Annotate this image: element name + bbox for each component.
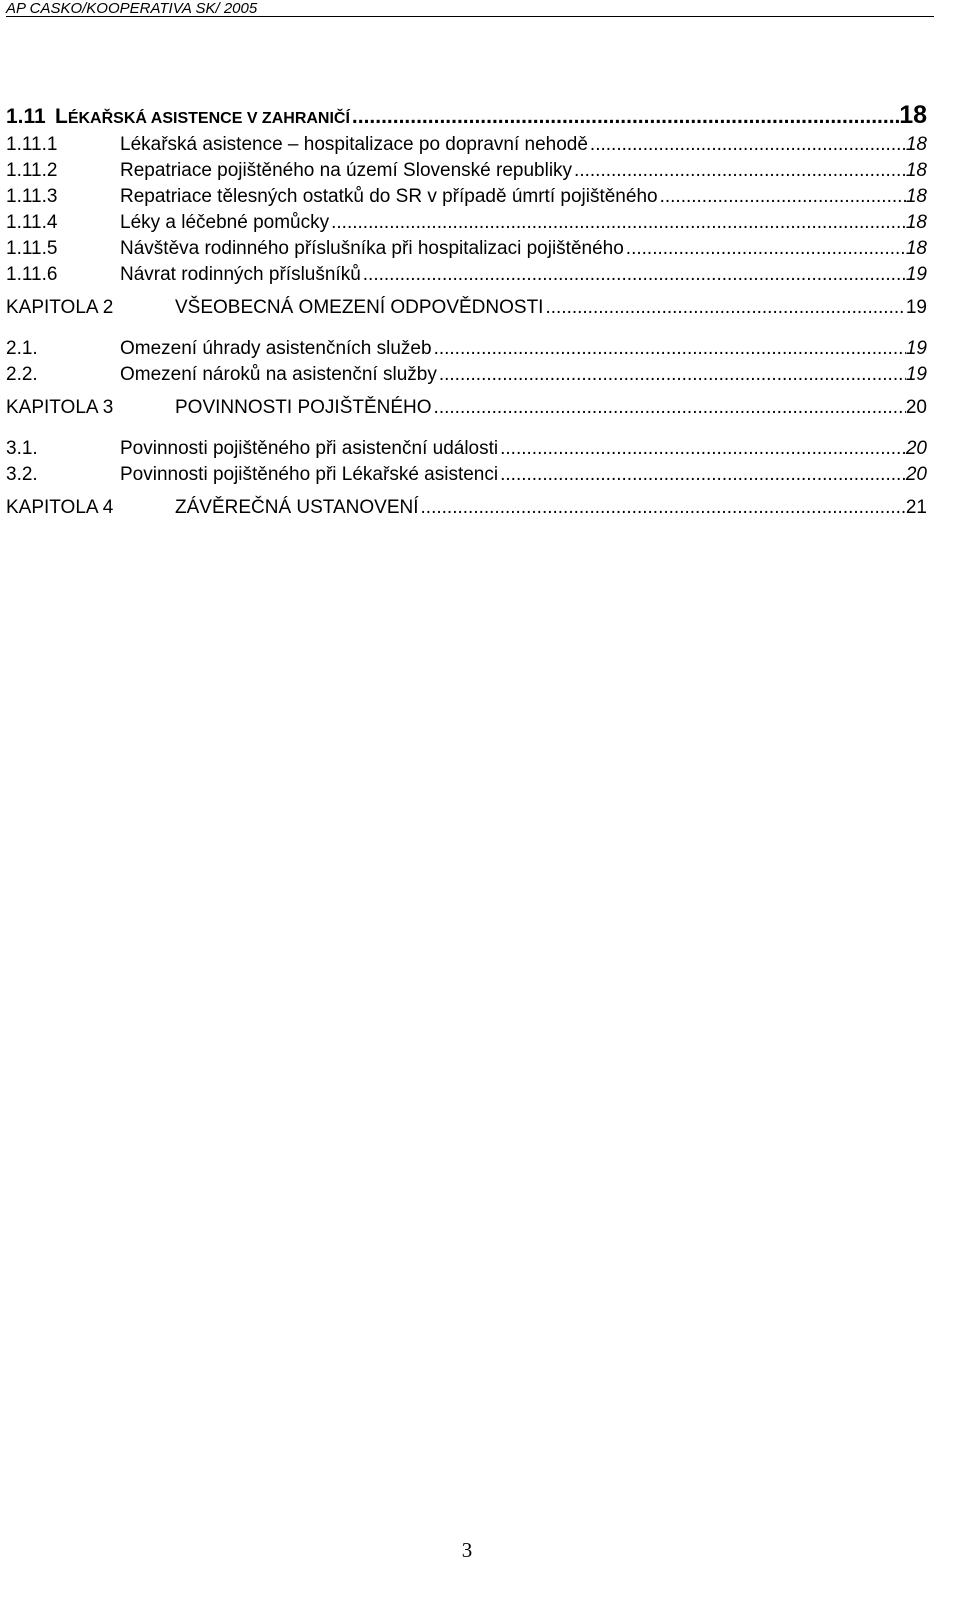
toc-page-number: 18 [905, 238, 927, 259]
toc-chapter-label: KAPITOLA 2 [6, 297, 114, 318]
toc-leader [432, 392, 906, 424]
toc-page-number: 19 [905, 338, 927, 359]
toc-title: Léky a léčebné pomůcky [120, 212, 330, 233]
toc-page-number: 19 [905, 364, 927, 385]
toc-entry-2-2[interactable] [6, 362, 927, 388]
toc-leader [543, 292, 905, 324]
toc-page-number: 19 [905, 297, 927, 318]
toc-number: 1.11.4 [6, 212, 58, 233]
toc-page-number: 20 [905, 464, 927, 485]
toc-chapter-3[interactable] [6, 392, 927, 424]
toc-leader [329, 210, 906, 236]
toc-number: 3.1. [6, 438, 38, 459]
toc-leader [419, 492, 906, 524]
toc-entry-1-11-1[interactable] [6, 132, 927, 158]
toc-title: ZÁVĚREČNÁ USTANOVENÍ [175, 497, 419, 518]
toc-leader [588, 132, 906, 158]
toc-section-1-11[interactable] [6, 99, 927, 132]
toc-leader [498, 436, 906, 462]
toc-page-number: 20 [905, 438, 927, 459]
toc-entry-2-1[interactable] [6, 336, 927, 362]
toc-title: VŠEOBECNÁ OMEZENÍ ODPOVĚDNOSTI [175, 297, 544, 318]
toc-page-number: 18 [899, 101, 927, 129]
toc-number: 2.1. [6, 338, 38, 359]
toc-entry-1-11-4[interactable] [6, 210, 927, 236]
toc-leader [624, 236, 906, 262]
toc-leader [658, 184, 906, 210]
toc-leader [361, 262, 906, 288]
table-of-contents [6, 99, 927, 524]
toc-leader [437, 362, 906, 388]
toc-number: 1.11.1 [6, 134, 58, 155]
toc-number: 1.11.3 [6, 186, 58, 207]
toc-title: POVINNOSTI POJIŠTĚNÉHO [175, 397, 432, 418]
toc-leader [498, 462, 906, 488]
toc-page-number: 20 [905, 397, 927, 418]
toc-title: Návštěva rodinného příslušníka při hospitalizaci pojištěného [120, 238, 624, 259]
toc-page-number: 19 [905, 264, 927, 285]
toc-title: Repatriace tělesných ostatků do SR v případě úmrtí pojištěného [120, 186, 658, 207]
toc-title: Lékařská asistence – hospitalizace po dopravní nehodě [120, 134, 588, 155]
toc-entry-1-11-2[interactable] [6, 158, 927, 184]
toc-chapter-4[interactable] [6, 492, 927, 524]
toc-page-number: 18 [905, 160, 927, 181]
toc-number: 3.2. [6, 464, 38, 485]
toc-title [55, 100, 350, 132]
toc-page-number: 18 [905, 186, 927, 207]
running-header: AP CASKO/KOOPERATIVA SK/ 2005 [6, 0, 258, 17]
toc-page-number: 21 [905, 497, 927, 518]
toc-number: 1.11 [6, 105, 46, 128]
toc-chapter-label: KAPITOLA 4 [6, 497, 114, 518]
toc-number: 1.11.5 [6, 238, 58, 259]
toc-title: Omezení nároků na asistenční služby [120, 364, 437, 385]
toc-chapter-2[interactable] [6, 292, 927, 324]
page-number: 3 [461, 1538, 473, 1562]
toc-entry-3-2[interactable] [6, 462, 927, 488]
toc-title: Povinnosti pojištěného při Lékařské asistenci [120, 464, 499, 485]
toc-entry-1-11-5[interactable] [6, 236, 927, 262]
toc-title: Omezení úhrady asistenčních služeb [120, 338, 432, 359]
toc-leader [350, 100, 899, 132]
header-rule [6, 16, 934, 17]
toc-leader [572, 158, 906, 184]
toc-entry-1-11-6[interactable] [6, 262, 927, 288]
toc-title: Povinnosti pojištěného při asistenční události [120, 438, 499, 459]
toc-title-initial: L [55, 105, 68, 128]
toc-page-number: 18 [905, 212, 927, 233]
toc-title-smallcaps: ÉKAŘSKÁ ASISTENCE V ZAHRANIČÍ [67, 110, 350, 127]
toc-title: Návrat rodinných příslušníků [120, 264, 361, 285]
toc-number: 1.11.6 [6, 264, 58, 285]
toc-entry-1-11-3[interactable] [6, 184, 927, 210]
toc-page-number: 18 [905, 134, 927, 155]
toc-leader [432, 336, 906, 362]
toc-title: Repatriace pojištěného na území Slovenské republiky [120, 160, 573, 181]
toc-chapter-label: KAPITOLA 3 [6, 397, 114, 418]
toc-entry-3-1[interactable] [6, 436, 927, 462]
toc-number: 2.2. [6, 364, 38, 385]
toc-number: 1.11.2 [6, 160, 58, 181]
